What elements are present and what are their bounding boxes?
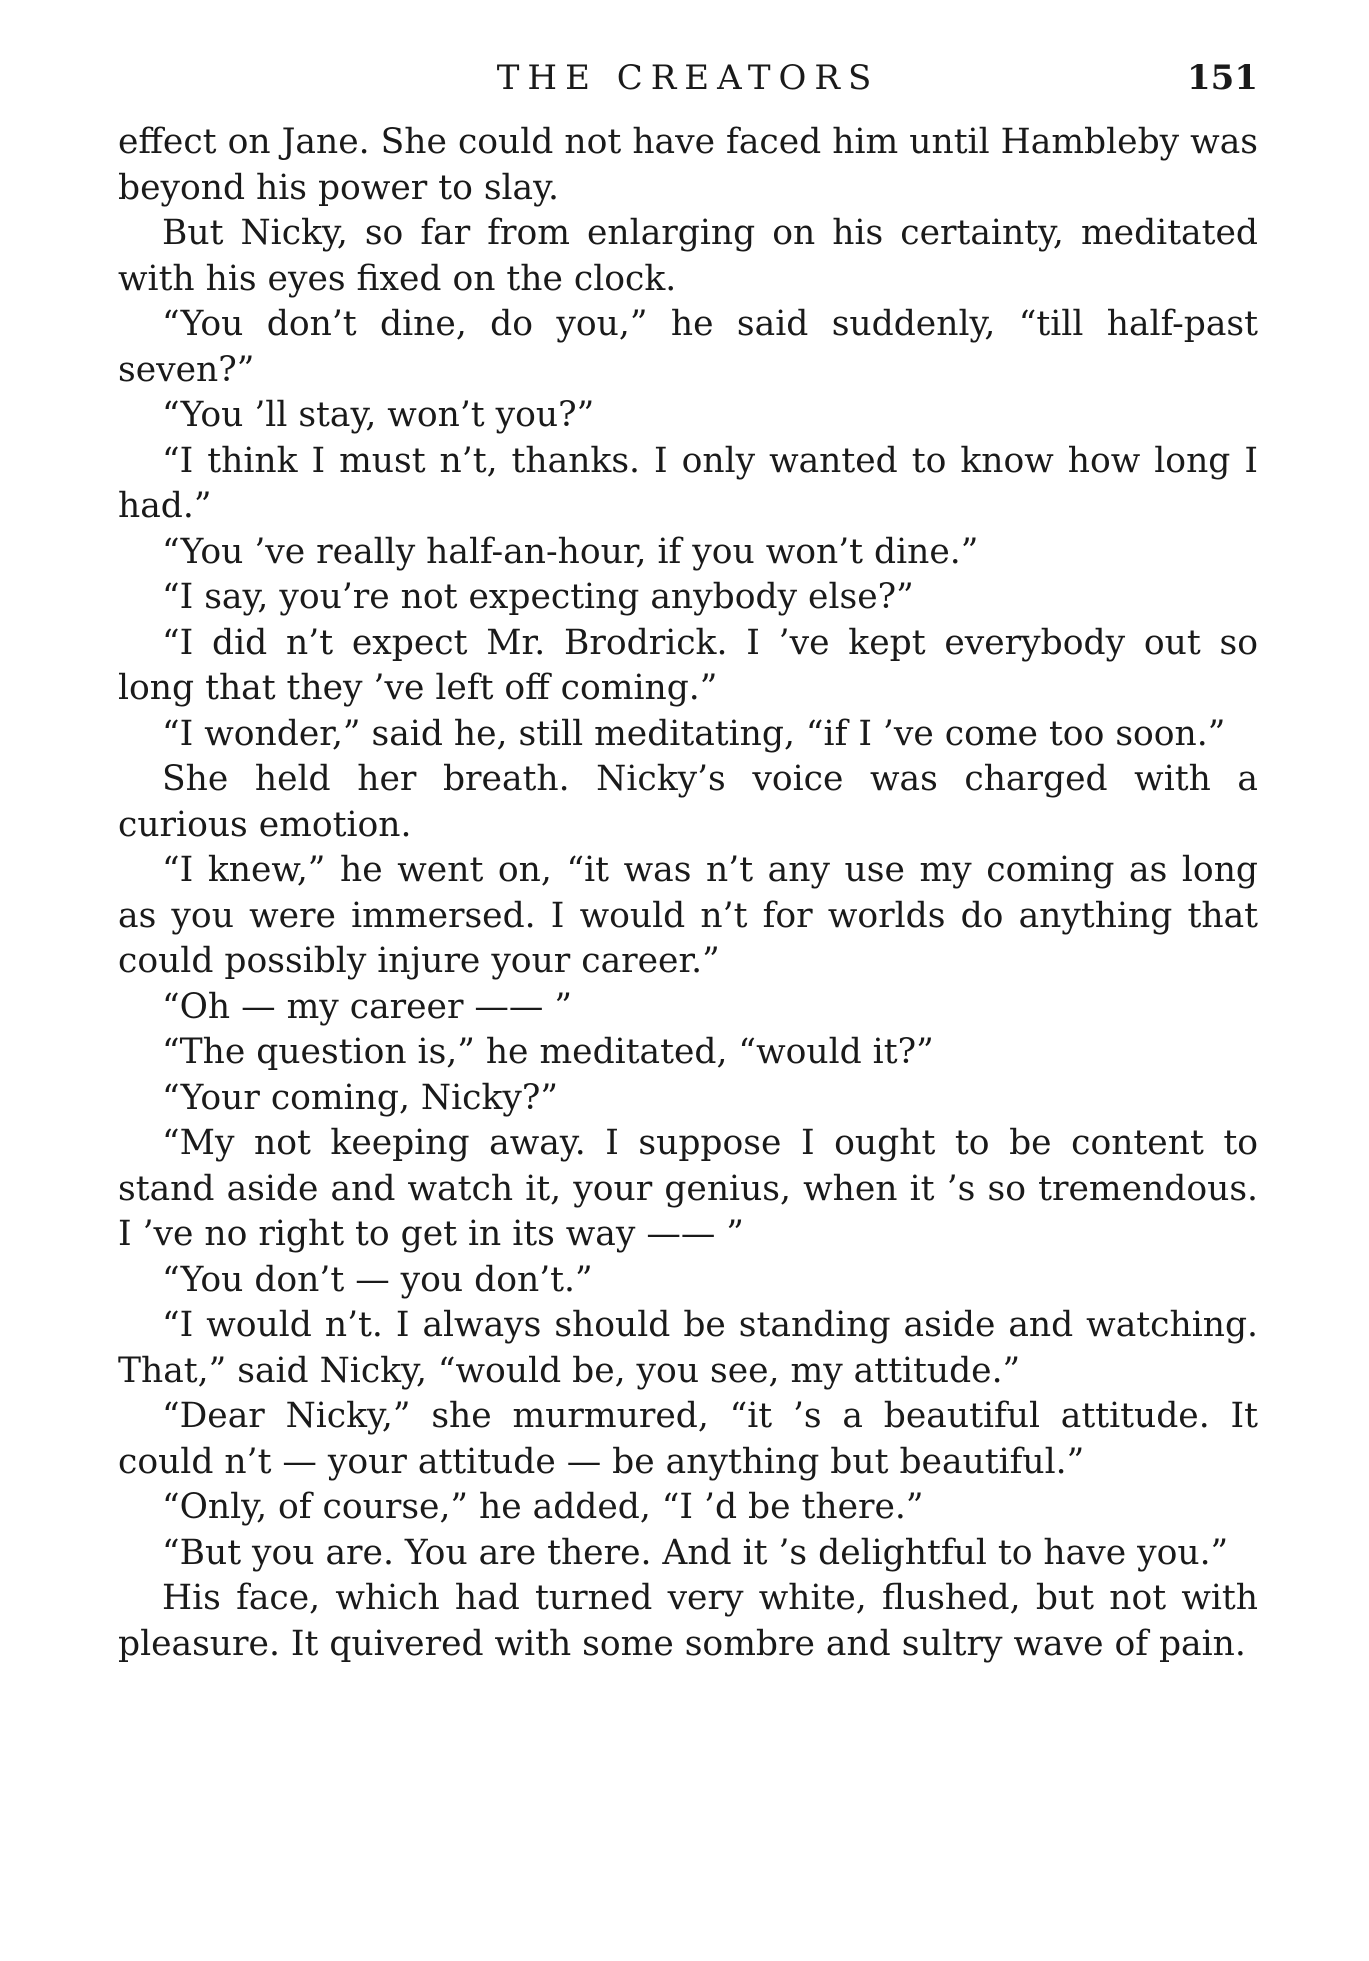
paragraph: “Your coming, Nicky?” [162,1077,558,1118]
paragraph: “Oh — my career —— ” [162,986,573,1027]
paragraph: “Dear Nicky,” she murmured, “it ’s a beautiful attitude. It could n’t — your attitude — be anything but beautiful.” [118,1396,1258,1482]
paragraph: “I would n’t. I always should be standing aside and watching. That,” said Nicky, “would be, you see, my attitude.” [118,1305,1258,1391]
paragraph: “I say, you’re not expecting anybody else?” [162,577,914,617]
paragraph: “I wonder,” said he, still meditating, “if I ’ve come too soon.” [162,713,1226,754]
paragraph: She held her breath. Nicky’s voice was charged with a curious emotion. [118,759,1258,845]
paragraph: “You don’t dine, do you,” he said suddenly, “till half-past seven?” [118,304,1258,390]
paragraph: “You ’ve really half-an-hour, if you won’t dine.” [162,531,979,572]
body-text [118,120,1258,1667]
paragraph: His face, which had turned very white, flushed, but not with pleasure. It quivered with some sombre and sultry wave of pain. [118,1578,1258,1664]
paragraph: “You don’t — you don’t.” [162,1259,593,1300]
paragraph: “I knew,” he went on, “it was n’t any use my coming as long as you were immersed. I would n’t for worlds do anything that could possibly injure your career.” [118,850,1258,981]
paragraph: But Nicky, so far from enlarging on his certainty, meditated with his eyes fixed on the clock. [118,213,1258,299]
paragraph: “Only, of course,” he added, “I ’d be there.” [162,1487,924,1527]
paragraph: “My not keeping away. I suppose I ought to be content to stand aside and watch it, your genius, when it ’s so tremendous. I ’ve no right to get in its way —— ” [118,1123,1258,1254]
paragraph: “I did n’t expect Mr. Brodrick. I ’ve kept everybody out so long that they ’ve left off coming.” [118,622,1258,708]
book-page [118,50,1258,1667]
running-head [118,50,1258,106]
paragraph: effect on Jane. She could not have faced him until Hambleby was beyond his power to slay. [118,122,1258,208]
page-number: 151 [1187,58,1258,98]
paragraph: “I think I must n’t, thanks. I only wanted to know how long I had.” [118,440,1258,526]
running-title: THE CREATORS [496,58,880,98]
paragraph: “The question is,” he meditated, “would it?” [162,1032,934,1072]
paragraph: “But you are. You are there. And it ’s delightful to have you.” [162,1532,1229,1573]
paragraph: “You ’ll stay, won’t you?” [162,395,595,435]
